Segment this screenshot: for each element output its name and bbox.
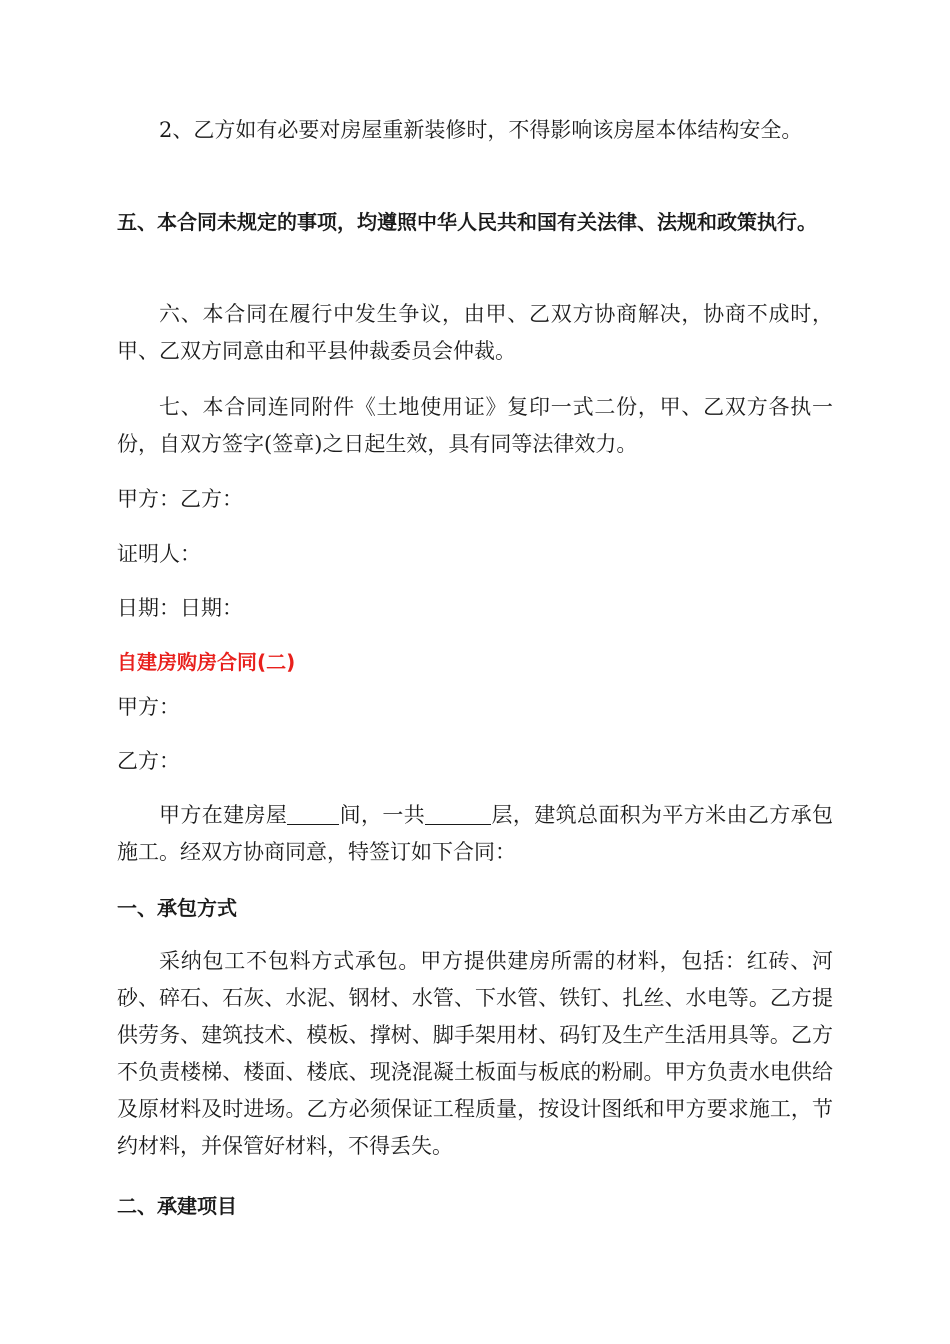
floor-count-blank bbox=[425, 802, 491, 825]
intro-part-3: 层，建筑总面积为平方米由乙方承包施工。经双方协商同意，特签订如下合同： bbox=[117, 803, 834, 864]
intro-paragraph bbox=[117, 797, 833, 871]
intro-part-2: 间，一共 bbox=[339, 803, 426, 827]
date-line: 日期：日期： bbox=[117, 596, 243, 620]
contract-title-2: 自建房购房合同(二) bbox=[117, 650, 296, 674]
section-2-heading: 二、承建项目 bbox=[117, 1194, 237, 1218]
room-count-blank bbox=[287, 802, 339, 825]
signature-parties: 甲方：乙方： bbox=[117, 487, 243, 511]
clause-six: 六、本合同在履行中发生争议，由甲、乙双方协商解决，协商不成时，甲、乙双方同意由和平县仲裁委员会仲裁。 bbox=[117, 302, 833, 363]
party-b-line: 乙方： bbox=[117, 749, 180, 773]
section-1-heading: 一、承包方式 bbox=[117, 896, 237, 920]
witness-line: 证明人： bbox=[117, 542, 201, 566]
clause-seven: 七、本合同连同附件《土地使用证》复印一式二份，甲、乙双方各执一份，自双方签字(签章)之日起生效，具有同等法律效力。 bbox=[117, 395, 833, 456]
clause-five: 五、本合同未规定的事项，均遵照中华人民共和国有关法律、法规和政策执行。 bbox=[117, 210, 817, 234]
clause-item-2: 2、乙方如有必要对房屋重新装修时，不得影响该房屋本体结构安全。 bbox=[159, 118, 803, 142]
section-1-body: 采纳包工不包料方式承包。甲方提供建房所需的材料，包括：红砖、河砂、碎石、石灰、水泥、钢材、水管、下水管、铁钉、扎丝、水电等。乙方提供劳务、建筑技术、模板、撑树、脚手架用材、码钉及生产生活用具等。乙方不负责楼梯、楼面、楼底、现浇混凝土板面与板底的粉刷。甲方负责水电供给及原材料及时进场。乙方必须保证工程质量，按设计图纸和甲方要求施工，节约材料，并保管好材料，不得丢失。 bbox=[117, 949, 833, 1158]
party-a-line: 甲方： bbox=[117, 695, 180, 719]
intro-part-1: 甲方在建房屋 bbox=[159, 803, 288, 827]
